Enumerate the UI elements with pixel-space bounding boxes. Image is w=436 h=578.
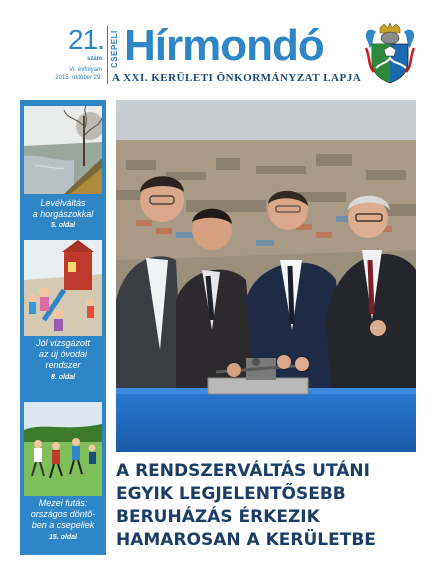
hero-photo bbox=[116, 100, 416, 452]
sidebar-card-title: Jól vizsgázott az új óvodai rendszer bbox=[35, 338, 91, 370]
sidebar-card-page: 15. oldal bbox=[48, 534, 77, 541]
sidebar-card-page: 8. oldal bbox=[50, 374, 76, 381]
issue-word: szám bbox=[86, 56, 102, 62]
newspaper-subtitle: A XXI. KERÜLETI ÖNKORMÁNYZAT LAPJA bbox=[112, 72, 362, 84]
issue-number: 21. bbox=[68, 24, 104, 55]
sidebar-card-title: Mezei futás: országos döntő- ben a csepeliek bbox=[30, 498, 96, 530]
sidebar-photo-cross-country bbox=[24, 402, 102, 496]
blue-table bbox=[116, 392, 416, 452]
sidebar-photo-playground bbox=[24, 240, 102, 336]
sidebar-card-page: 5. oldal bbox=[50, 222, 76, 229]
sidebar-card-title: Levélváltás a horgászokkal bbox=[32, 198, 94, 219]
main-headline: A RENDSZERVÁLTÁS UTÁNI EGYIK LEGJELENTŐSEBB BERUHÁZÁS ÉRKEZIK HAMAROSAN A KERÜLETBE bbox=[116, 461, 376, 550]
newspaper-title: Hírmondó bbox=[124, 21, 324, 70]
brand-prefix: CSEPELI bbox=[110, 30, 119, 68]
sidebar-photo-lake bbox=[24, 106, 102, 194]
masthead bbox=[0, 0, 436, 96]
coat-of-arms-icon bbox=[362, 22, 418, 84]
masthead-divider bbox=[107, 26, 108, 84]
volume-label: VI. évfolyam bbox=[68, 67, 102, 73]
sidebar bbox=[20, 100, 106, 555]
issue-date: 2015. október 29. bbox=[55, 75, 102, 81]
